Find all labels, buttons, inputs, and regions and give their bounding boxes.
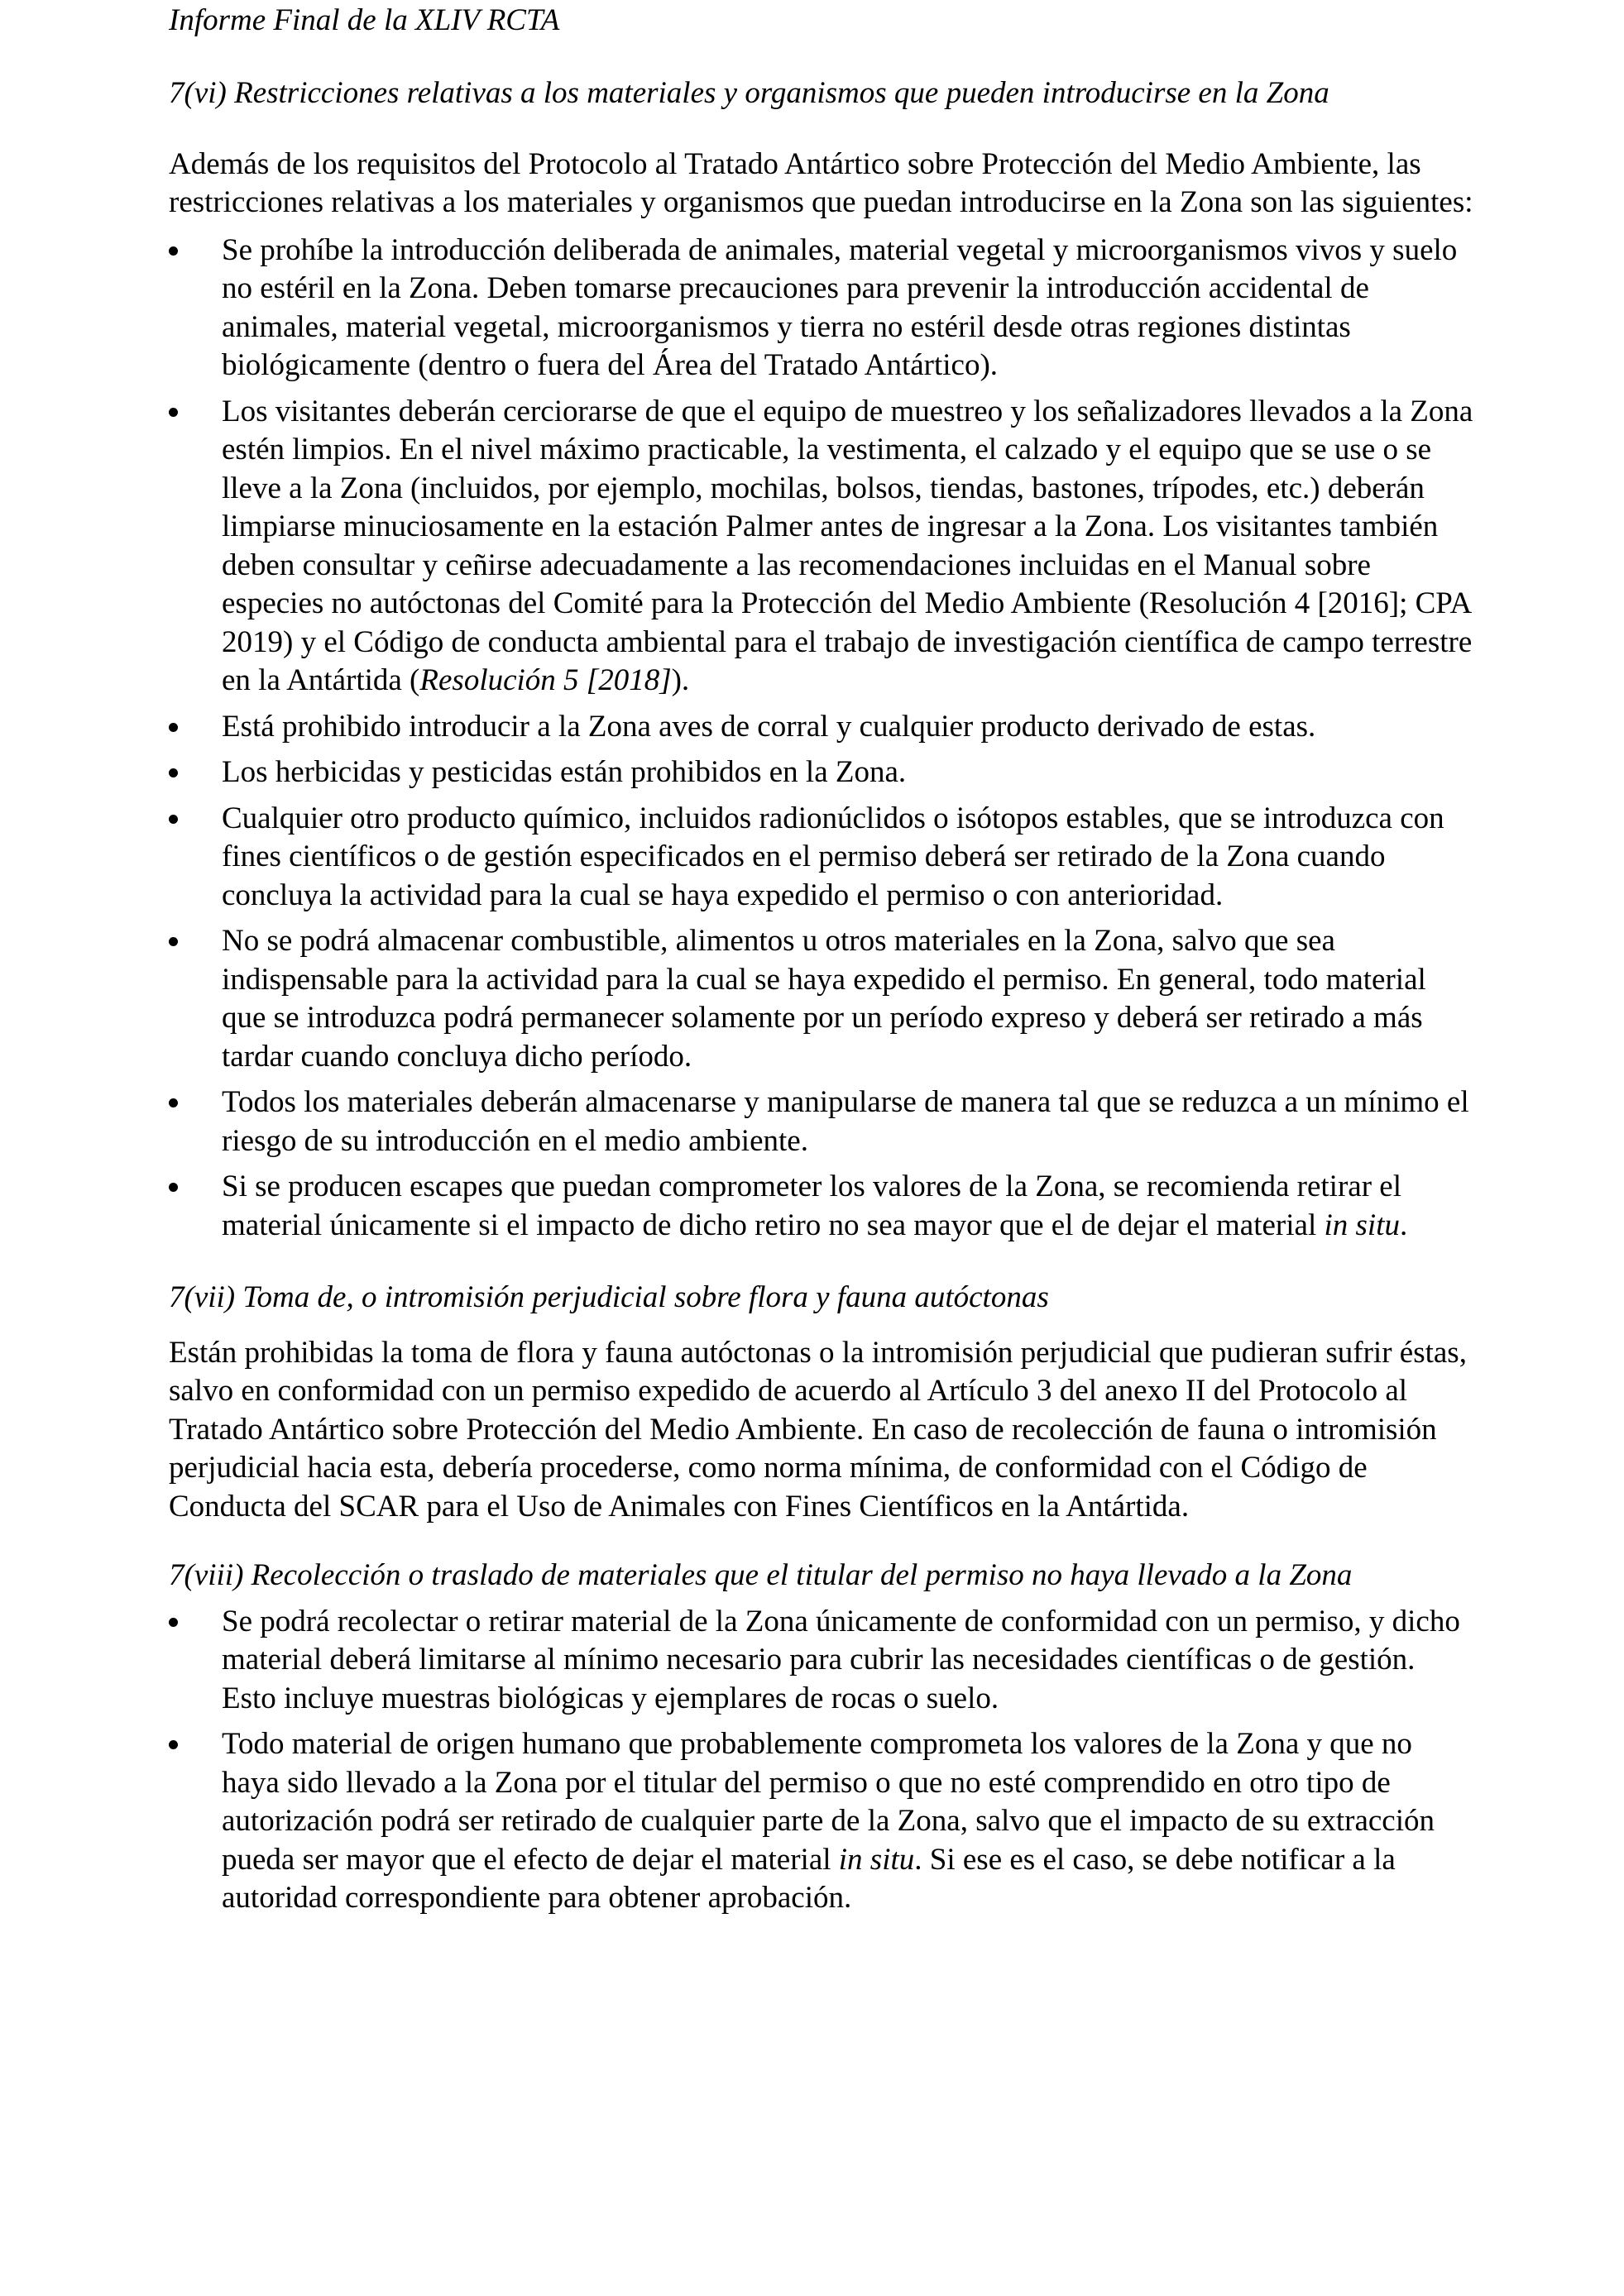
section-7viii xyxy=(169,1557,1476,1918)
document-body xyxy=(169,74,1476,1918)
list-item xyxy=(169,1725,1476,1918)
section-heading: 7(vi) Restricciones relativas a los materiales y organismos que pueden introducirse en la Zona xyxy=(169,76,1329,110)
list-item-text: No se podrá almacenar combustible, alimentos u otros materiales en la Zona, salvo que sea indispensable para la actividad para la cual se haya expedido el permiso. En general, todo material que se introduzca podrá permanecer solamente por un período expreso y deberá ser retirado a más tardar cuando concluya dicho período. xyxy=(222,924,1426,1074)
section-heading: 7(vii) Toma de, o intromisión perjudicial sobre flora y fauna autóctonas xyxy=(169,1280,1049,1314)
bullet-icon xyxy=(169,1183,178,1192)
bullet-icon xyxy=(169,1618,178,1627)
bullet-icon xyxy=(169,723,178,732)
bullet-icon xyxy=(169,408,178,417)
list-item-italic: in situ xyxy=(1324,1208,1400,1242)
list-item-text: Los herbicidas y pesticidas están prohibidos en la Zona. xyxy=(222,755,907,789)
list-item-tail: . xyxy=(1399,1208,1408,1242)
bullet-icon xyxy=(169,246,178,256)
list-item xyxy=(169,1168,1476,1245)
list-item-italic: in situ xyxy=(838,1842,915,1877)
list-item-tail: ). xyxy=(671,663,690,697)
list-item xyxy=(169,1083,1476,1160)
bullet-list xyxy=(169,232,1476,1246)
bullet-icon xyxy=(169,937,178,946)
list-item xyxy=(169,1603,1476,1719)
list-item-text: Todos los materiales deberán almacenarse y manipularse de manera tal que se reduzca a un mínimo el riesgo de su introducción en el medio ambiente. xyxy=(222,1085,1469,1158)
section-7vi xyxy=(169,74,1476,1245)
section-7vii xyxy=(169,1279,1476,1526)
list-item-text: Se prohíbe la introducción deliberada de animales, material vegetal y microorganismos vivos y suelo no estéril en la Zona. Deben tomarse precauciones para prevenir la introducción accidental de animales, material vegetal, microorganismos y tierra no estéril desde otras regiones distintas biológicamente (dentro o fuera del Área del Tratado Antártico). xyxy=(222,232,1458,382)
running-header: Informe Final de la XLIV RCTA xyxy=(169,3,560,37)
list-item-text: Cualquier otro producto químico, incluidos radionúclidos o isótopos estables, que se introduzca con fines científicos o de gestión especificados en el permiso deberá ser retirado de la Zona cuando concluya la actividad para la cual se haya expedido el permiso o con anterioridad. xyxy=(222,801,1444,912)
list-item xyxy=(169,922,1476,1076)
section-heading: 7(viii) Recolección o traslado de materiales que el titular del permiso no haya llevado a la Zona xyxy=(169,1558,1353,1592)
list-item-tail: . Si ese es el caso, se debe notificar a la autoridad correspondiente para obtener aprobación. xyxy=(222,1842,1396,1915)
list-item xyxy=(169,232,1476,385)
bullet-icon xyxy=(169,768,178,777)
section-body: Están prohibidas la toma de flora y fauna autóctonas o la intromisión perjudicial que pudieran sufrir éstas, salvo en conformidad con un permiso expedido de acuerdo al Artículo 3 del anexo II del Protocolo al Tratado Antártico sobre Protección del Medio Ambiente. En caso de recolección de fauna o intromisión perjudicial hacia esta, debería procederse, como norma mínima, de conformidad con el Código de Conducta del SCAR para el Uso de Animales con Fines Científicos en la Antártida. xyxy=(169,1335,1467,1523)
list-item-text: Los visitantes deberán cerciorarse de que el equipo de muestreo y los señalizadores llevados a la Zona estén limpios. En el nivel máximo practicable, la vestimenta, el calzado y el equipo que se use o se lleve a la Zona (incluidos, por ejemplo, mochilas, bolsos, tiendas, bastones, trípodes, etc.) deberán limpiarse minuciosamente en la estación Palmer antes de ingresar a la Zona. Los visitantes también deben consultar y ceñirse adecuadamente a las recomendaciones incluidas en el Manual sobre especies no autóctonas del Comité para la Protección del Medio Ambiente (Resolución 4 [2016]; CPA 2019) y el Código de conducta ambiental para el trabajo de investigación científica de campo terrestre en la Antártida ( xyxy=(222,394,1473,697)
list-item xyxy=(169,393,1476,701)
list-item xyxy=(169,800,1476,916)
list-item-italic: Resolución 5 [2018] xyxy=(419,663,672,697)
bullet-icon xyxy=(169,1740,178,1749)
bullet-icon xyxy=(169,1098,178,1107)
list-item-text: Todo material de origen humano que probablemente comprometa los valores de la Zona y que no haya sido llevado a la Zona por el titular del permiso o que no esté comprendido en otro tipo de autorización podrá ser retirado de cualquier parte de la Zona, salvo que el impacto de su extracción pueda ser mayor que el efecto de dejar el material xyxy=(222,1727,1435,1877)
section-intro: Además de los requisitos del Protocolo al Tratado Antártico sobre Protección del Medio Ambiente, las restricciones relativas a los materiales y organismos que puedan introducirse en la Zona son las siguientes: xyxy=(169,146,1473,219)
list-item-text: Está prohibido introducir a la Zona aves de corral y cualquier producto derivado de estas. xyxy=(222,709,1316,744)
bullet-icon xyxy=(169,815,178,824)
list-item-text: Se podrá recolectar o retirar material de la Zona únicamente de conformidad con un permiso, y dicho material deberá limitarse al mínimo necesario para cubrir las necesidades científicas o de gestión. Esto incluye muestras biológicas y ejemplares de rocas o suelo. xyxy=(222,1604,1460,1715)
list-item xyxy=(169,753,1476,792)
list-item xyxy=(169,708,1476,747)
bullet-list xyxy=(169,1603,1476,1918)
list-item-text: Si se producen escapes que puedan comprometer los valores de la Zona, se recomienda retirar el material únicamente si el impacto de dicho retiro no sea mayor que el de dejar el material xyxy=(222,1170,1401,1242)
